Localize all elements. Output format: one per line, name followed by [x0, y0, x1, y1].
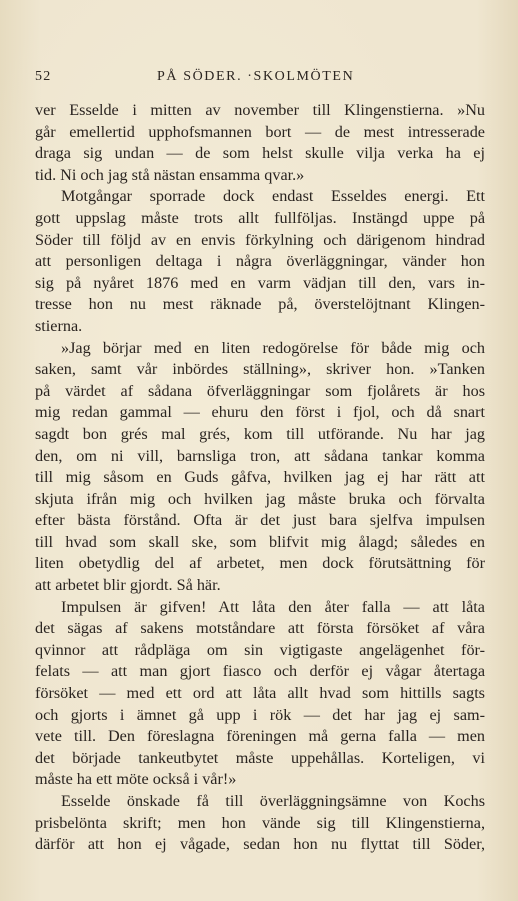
text-line: Impulsen är gifven! Att låta den åter falla — att låta — [61, 597, 485, 616]
text-line: tid. Ni och jag stå nästan ensamma qvar.» — [35, 165, 305, 184]
text-line: felats — att man gjort fiasco och derför ej vågar återtaga — [35, 662, 485, 681]
text-line: måste ha ett möte också i vår!» — [35, 770, 237, 789]
text-line: saken, samt vår inbördes ställning», skriver hon. »Tanken — [35, 360, 485, 379]
text-line: vete till. Den föreslagna föreningen må gerna falla — men — [35, 727, 485, 746]
text-line: qvinnor att rådpläga om sin vigtigaste angelägenhet för- — [35, 640, 485, 659]
text-line: att arbetet blir gjordt. Så här. — [35, 576, 221, 595]
text-line: att personligen deltaga i några överläggningar, vänder hon — [35, 252, 485, 271]
text-line: går emellertid upphofsmannen bort — de mest intresserade — [35, 122, 485, 141]
text-line: Söder till följd av en envis förkylning och därigenom hindrad — [35, 230, 485, 249]
text-line: och gjorts i ämnet gå upp i rök — det har jag ej sam- — [35, 705, 485, 724]
text-line: till mig såsom en Guds gåfva, hvilken jag ej har rätt att — [35, 468, 485, 487]
text-line: skjuta ifrån mig och hvilken jag måste bruka och förvalta — [35, 489, 485, 508]
text-line: mig redan gammal — ehuru den först i fjol, och då snart — [35, 403, 485, 422]
text-line: därför att hon ej vågade, sedan hon nu flyttat till Söder, — [35, 835, 485, 854]
text-line: Motgångar sporrade dock endast Esseldes energi. Ett — [61, 187, 485, 206]
running-head: PÅ SÖDER. ·SKOLMÖTEN — [157, 69, 355, 84]
text-line: ver Esselde i mitten av november till Klingenstierna. »Nu — [35, 101, 485, 119]
text-line: gott uppslag måste trots allt fullföljas. Instängd uppe på — [35, 208, 485, 227]
text-line: draga sig undan — de som helst skulle vilja verka ha ej — [35, 144, 485, 163]
text-line: »Jag börjar med en liten redogörelse för både mig och — [61, 338, 485, 357]
page-number: 52 — [35, 69, 52, 84]
page-header — [35, 69, 485, 87]
body-text — [35, 100, 485, 856]
text-line: tresse hon nu mest räknade på, överstelöjtnant Klingen- — [35, 295, 485, 314]
text-line: sig på nyåret 1876 med en varm vädjan till den, vars in- — [35, 273, 485, 292]
text-line: liten obetydlig del af arbetet, men dock förutsättning för — [35, 554, 485, 573]
text-line: sagdt bon grés mal grés, kom till utförande. Nu har jag — [35, 424, 485, 443]
text-line: stierna. — [35, 316, 83, 335]
text-line: till hvad som skall ske, som blifvit mig ålagd; således en — [35, 532, 485, 551]
text-line: det sägas af sakens motståndare att första försöket af våra — [35, 619, 485, 638]
text-line: Esselde önskade få till överläggningsämne von Kochs — [61, 792, 485, 810]
text-line: det började tankeutbytet måste uppehållas. Korteligen, vi — [35, 748, 485, 767]
text-line: på värdet af sådana öfverläggningar som fjolårets är hos — [35, 381, 485, 400]
text-line: prisbelönta skrift; men hon vände sig till Klingenstierna, — [35, 813, 485, 832]
text-line: försöket — med ett ord att låta allt hvad som hittills sagts — [35, 684, 485, 703]
text-line: den, om ni vill, barnsliga tron, att sådana tankar komma — [35, 446, 485, 465]
text-line: efter bästa förstånd. Ofta är det just bara sjelfva impulsen — [35, 511, 485, 530]
